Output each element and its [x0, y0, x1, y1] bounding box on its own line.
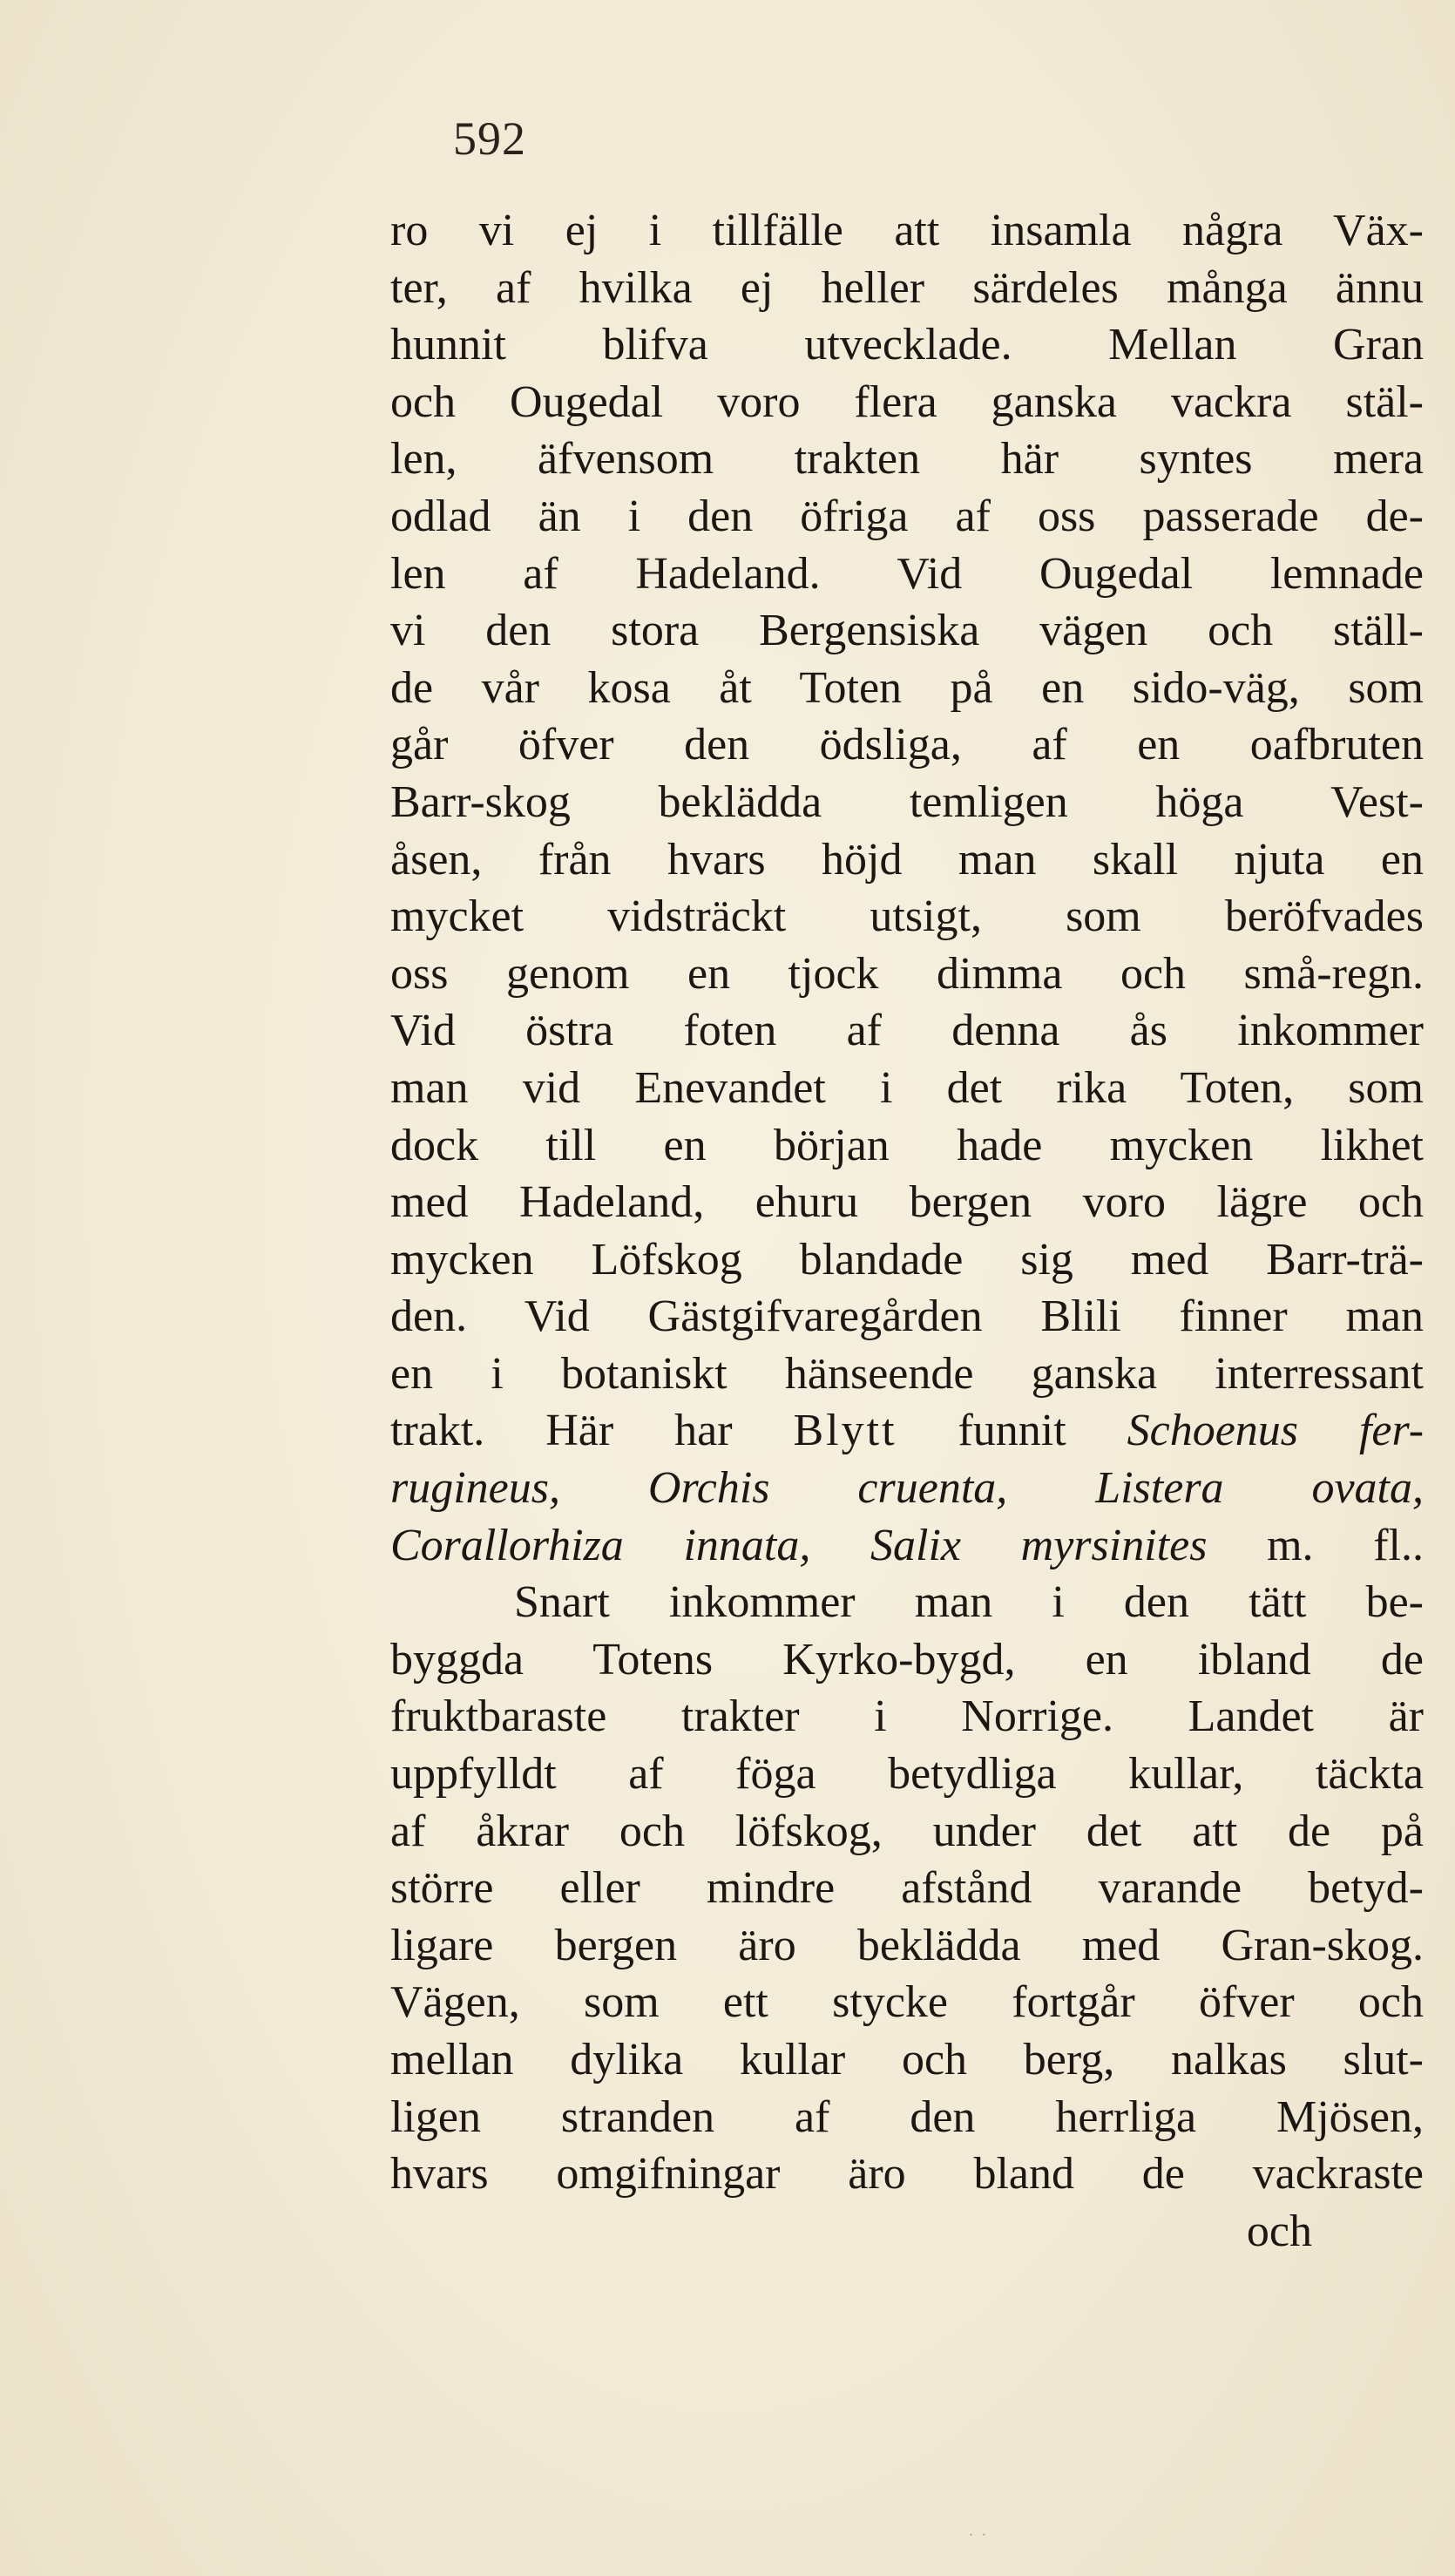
text-line: de vår kosa åt Toten på en sido-väg, som	[390, 662, 1424, 713]
paper-speck-decoration: ˙ ˙	[967, 2532, 988, 2550]
text-line: dock till en början hade mycken likhet	[390, 1120, 1424, 1170]
separator: ,	[996, 1463, 1096, 1514]
text-run: m. fl..	[1207, 1520, 1424, 1570]
text-line-species	[390, 1517, 1424, 1575]
text-line: Vägen, som ett stycke fortgår öfver och	[390, 1977, 1424, 2028]
page-number: 592	[453, 112, 526, 165]
text-line: med Hadeland, ehuru bergen voro lägre och	[390, 1177, 1424, 1228]
text-line-species	[390, 1402, 1424, 1460]
text-line: vi den stora Bergensiska vägen och ställ-	[390, 606, 1424, 656]
text-line: mellan dylika kullar och berg, nalkas slut-	[390, 2035, 1424, 2085]
text-line: mycket vidsträckt utsigt, som beröfvades	[390, 891, 1424, 942]
species-name: Corallorhiza innata	[390, 1520, 800, 1570]
body-text	[390, 202, 1424, 2260]
text-run: funnit	[897, 1406, 1127, 1456]
catchword: och	[1246, 2206, 1312, 2256]
species-name: rugineus	[390, 1463, 549, 1514]
text-line: går öfver den ödsliga, af en oafbruten	[390, 720, 1424, 770]
text-line: Barr-skog beklädda temligen höga Vest-	[390, 776, 1424, 827]
separator: ,	[549, 1463, 648, 1514]
text-line: ro vi ej i tillfälle att insamla några Väx-	[390, 206, 1424, 255]
text-line-species	[390, 1460, 1424, 1517]
text-line: oss genom en tjock dimma och små-regn.	[390, 948, 1424, 999]
text-run: trakt. Här har	[390, 1406, 794, 1456]
text-line: ter, af hvilka ej heller särdeles många ännu	[390, 262, 1424, 313]
text-line: fruktbaraste trakter i Norrige. Landet är	[390, 1691, 1424, 1742]
text-line: hunnit blifva utvecklade. Mellan Gran	[390, 320, 1424, 370]
text-line: ligare bergen äro beklädda med Gran-skog.	[390, 1920, 1424, 1970]
text-line: och Ougedal voro flera ganska vackra stäl-	[390, 376, 1424, 427]
text-line: mycken Löfskog blandade sig med Barr-trä-	[390, 1234, 1424, 1285]
author-name: Blytt	[793, 1406, 897, 1456]
text-line: af åkrar och löfskog, under det att de på	[390, 1806, 1424, 1856]
text-line: åsen, från hvars höjd man skall njuta en	[390, 834, 1424, 885]
separator: ,	[799, 1520, 871, 1570]
species-name: Salix myrsinites	[870, 1520, 1208, 1570]
text-line: len, äfvensom trakten här syntes mera	[390, 434, 1424, 485]
text-line: Snart inkommer man i den tätt be-	[514, 1577, 1424, 1628]
text-line: odlad än i den öfriga af oss passerade de-	[390, 491, 1424, 541]
text-line: den. Vid Gästgifvaregården Blili finner man	[390, 1291, 1424, 1342]
species-name: Listera ovata	[1095, 1463, 1412, 1514]
text-line: byggda Totens Kyrko-bygd, en ibland de	[390, 1634, 1424, 1685]
species-name: Orchis cruenta	[647, 1463, 997, 1514]
text-line: hvars omgifningar äro bland de vackraste	[390, 2149, 1424, 2200]
text-line: en i botaniskt hänseende ganska interressant	[390, 1348, 1424, 1399]
text-line: len af Hadeland. Vid Ougedal lemnade	[390, 548, 1424, 599]
text-line: uppfylldt af föga betydliga kullar, täckta	[390, 1749, 1424, 1800]
text-line: Vid östra foten af denna ås inkommer	[390, 1006, 1424, 1056]
text-line: större eller mindre afstånd varande betyd-	[390, 1863, 1424, 1914]
separator: ,	[1412, 1463, 1424, 1514]
text-line: ligen stranden af den herrliga Mjösen,	[390, 2091, 1424, 2142]
text-line: man vid Enevandet i det rika Toten, som	[390, 1062, 1424, 1113]
species-name: Schoenus fer-	[1127, 1406, 1425, 1456]
